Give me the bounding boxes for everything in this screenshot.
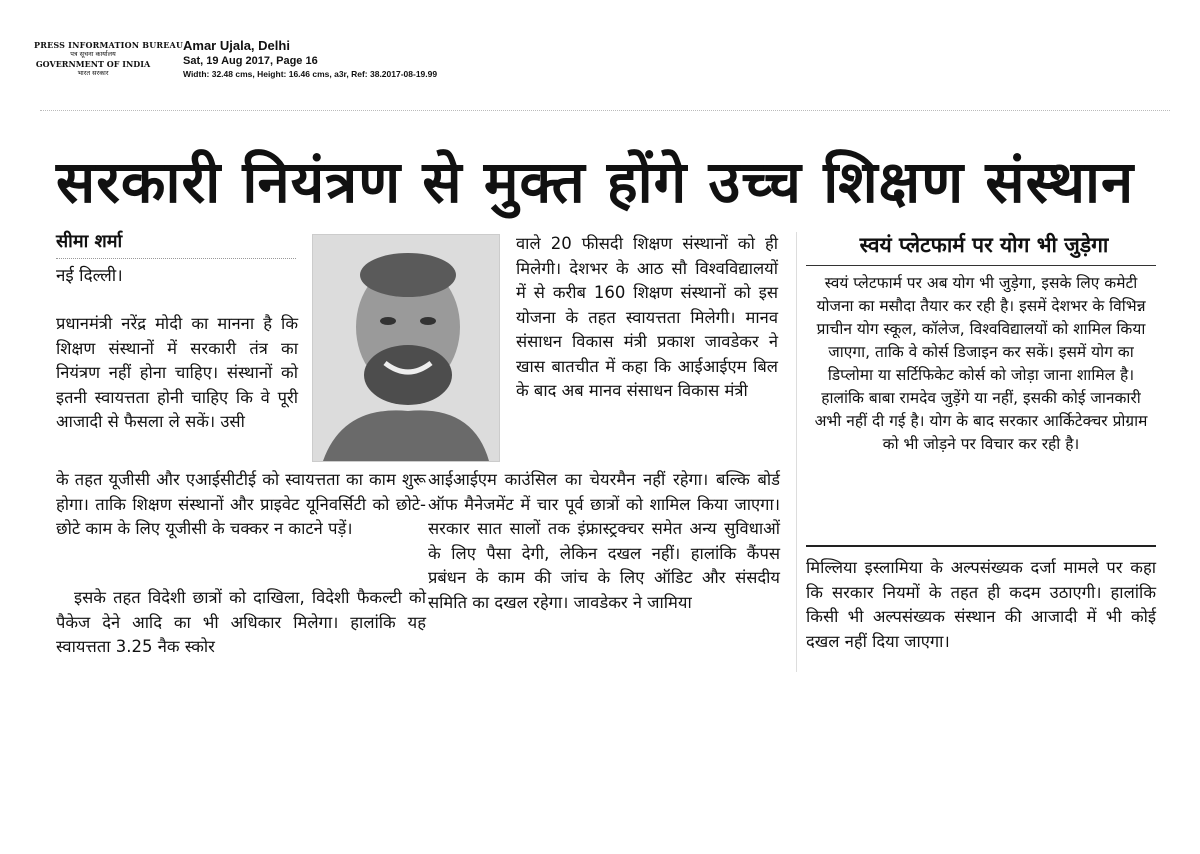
sidebar-bottom-divider [806,545,1156,547]
paragraph: मिल्लिया इस्लामिया के अल्पसंख्यक दर्जा मामले पर कहा कि सरकार नियमों के तहत ही कदम उठाएगी। हालांकि किसी भी अल्पसंख्यक संस्थान की आजादी में भी कोई दखल नहीं दिया जाएगा। [806,558,1156,651]
paragraph: इसके तहत विदेशी छात्रों को दाखिला, विदेशी फैकल्टी को पैकेज देने आदि का भी अधिकार मिलेगा। हालांकि यह स्वायत्तता 3.25 नैक स्कोर [56,588,426,656]
date-page: Sat, 19 Aug 2017, Page 16 [183,55,318,67]
column-divider [796,232,797,672]
paragraph: आईआईएम काउंसिल का चेयरमैन नहीं रहेगा। बल्कि बोर्ड ऑफ मैनेजमेंट में चार पूर्व छात्रों को शामिल किया जाएगा। सरकार सात सालों तक इंफ्रास्ट्रक्चर समेत अन्य सुविधाओं के लिए पैसा देगी, लेकिन दखल नहीं। हालांकि कैंपस प्रबंधन के काम की जांच के लिए ऑडिट और संसदीय समिति का दखल रहेगा। जावडेकर ने जामिया [428,470,780,612]
agency-line-2: पत्र सूचना कार्यालय [70,50,116,58]
column-1-narrow [56,312,298,435]
sidebar-divider [806,265,1156,266]
headline: सरकारी नियंत्रण से मुक्त होंगे उच्च शिक्षण संस्थान [56,148,1135,216]
sidebar-title: स्वयं प्लेटफार्म पर योग भी जुड़ेगा [859,233,1109,257]
agency-line-4: भारत सरकार [77,69,109,77]
agency-line-1: PRESS INFORMATION BUREAU [34,40,184,50]
byline-divider [56,258,296,259]
paragraph: के तहत यूजीसी और एआईसीटीई को स्वायत्तता का काम शुरू होगा। ताकि शिक्षण संस्थानों और प्राइवेट यूनिवर्सिटी को छोटे-छोटे काम के लिए यूजीसी के चक्कर न काटने पड़ें। [56,470,426,538]
scan-line-divider [40,110,1170,111]
source-info [183,38,437,80]
clipping-dimensions: Width: 32.48 cms, Height: 16.46 cms, a3r, Ref: 38.2017-08-19.99 [183,69,438,79]
column-1-wide [56,468,426,542]
paragraph: वाले 20 फीसदी शिक्षण संस्थानों को ही मिलेगी। देशभर के आठ सौ विश्वविद्यालयों में से करीब 160 शिक्षण संस्थानों को इस योजना के तहत स्वायत्तता मिलेगी। मानव संसाधन विकास मंत्री प्रकाश जावडेकर ने खास बातचीत में कहा कि आईआईएम बिल के बाद अब मानव संसाधन विकास मंत्री [516,234,778,400]
dateline: नई दिल्ली। [56,266,123,286]
column-2-bottom [428,468,780,615]
paragraph: प्रधानमंत्री नरेंद्र मोदी का मानना है कि शिक्षण संस्थानों में सरकारी तंत्र का नियंत्रण नहीं होना चाहिए। संस्थानों को इतनी स्वायत्तता होनी चाहिए कि वे पूरी आजादी से फैसला ले सकें। उसी [56,314,298,431]
sidebar-body [808,272,1154,456]
paragraph: स्वयं प्लेटफार्म पर अब योग भी जुड़ेगा, इसके लिए कमेटी योजना का मसौदा तैयार कर रही है। इसमें देशभर के विभिन्न प्राचीन योग स्कूल, कॉलेज, विश्वविद्यालयों को शामिल किया जाएगा, ताकि वे कोर्स डिजाइन कर सकें। इसमें योग का डिप्लोमा या सर्टिफिकेट कोर्स को जोड़ा जाना शामिल है। हालांकि बाबा रामदेव जुड़ेंगे या नहीं, इसकी कोई जानकारी अभी नहीं दी गई है। योग के बाद सरकार आर्किटेक्चर प्रोग्राम को भी जोड़ने पर विचार कर रही है। [814,274,1148,453]
agency-line-3: GOVERNMENT OF INDIA [35,59,151,69]
newspaper-name: Amar Ujala, Delhi [183,38,290,53]
portrait-photo-icon [313,235,499,461]
minority-section [806,556,1156,654]
column-2-top [516,232,778,404]
column-1-para-2 [56,586,426,660]
pib-header [34,40,184,78]
byline: सीमा शर्मा [56,231,123,252]
portrait-photo [312,234,500,462]
